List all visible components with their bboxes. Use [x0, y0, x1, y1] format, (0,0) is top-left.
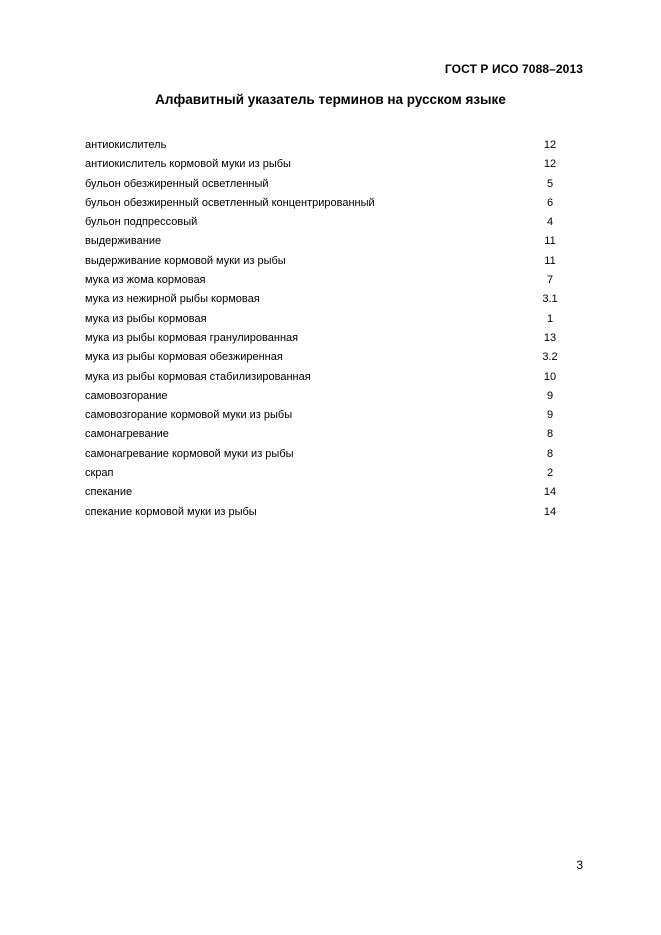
index-entry	[85, 483, 575, 502]
index-list	[85, 136, 575, 522]
index-term: самовозгорание кормовой муки из рыбы	[85, 409, 293, 422]
index-ref: 12	[543, 158, 557, 171]
index-ref: 9	[546, 389, 554, 402]
index-entry	[85, 213, 575, 232]
index-entry	[85, 252, 575, 271]
index-ref: 11	[544, 235, 556, 248]
index-ref: 10	[543, 370, 557, 383]
index-ref: 8	[546, 428, 554, 441]
index-entry	[85, 445, 575, 464]
index-term: мука из нежирной рыбы кормовая	[85, 293, 260, 306]
index-term: антиокислитель кормовой муки из рыбы	[85, 158, 291, 171]
index-entry	[85, 310, 575, 329]
index-ref: 1	[546, 312, 554, 325]
index-term: самонагревание кормовой муки из рыбы	[85, 447, 294, 460]
page-number: 3	[576, 858, 583, 872]
index-ref: 14	[543, 486, 557, 499]
index-ref: 6	[546, 196, 554, 209]
index-entry	[85, 136, 575, 155]
index-ref: 13	[543, 331, 557, 344]
index-ref: 5	[546, 177, 554, 190]
index-entry	[85, 503, 575, 522]
index-ref: 7	[546, 274, 554, 287]
index-ref: 3.2	[542, 351, 558, 364]
index-term: мука из рыбы кормовая обезжиренная	[85, 351, 283, 364]
index-term: самовозгорание	[85, 389, 168, 402]
index-term: выдерживание	[85, 235, 162, 248]
index-entry	[85, 290, 575, 309]
index-ref: 2	[546, 467, 554, 480]
index-term: антиокислитель	[85, 139, 167, 151]
index-entry	[85, 387, 575, 406]
index-entry	[85, 329, 575, 348]
index-term: бульон подпрессовый	[85, 216, 198, 229]
index-ref: 14	[543, 505, 557, 518]
index-term: самонагревание	[85, 428, 169, 441]
index-entry	[85, 464, 575, 483]
index-term: мука из рыбы кормовая гранулированная	[85, 331, 299, 344]
index-term: выдерживание кормовой муки из рыбы	[85, 254, 286, 267]
index-term: мука из рыбы кормовая стабилизированная	[85, 370, 311, 383]
index-entry	[85, 348, 575, 367]
index-ref: 11	[544, 254, 556, 267]
index-entry	[85, 406, 575, 425]
index-title: Алфавитный указатель терминов на русском языке	[155, 92, 506, 107]
index-term: мука из рыбы кормовая	[85, 312, 207, 325]
index-term: спекание кормовой муки из рыбы	[85, 505, 257, 518]
index-ref: 12	[543, 139, 557, 151]
index-entry	[85, 271, 575, 290]
index-term: бульон обезжиренный осветленный концентрированный	[85, 196, 375, 209]
index-term: скрап	[85, 467, 114, 480]
index-entry	[85, 425, 575, 444]
index-entry	[85, 155, 575, 174]
document-code: ГОСТ Р ИСО 7088–2013	[444, 62, 583, 76]
index-term: бульон обезжиренный осветленный	[85, 177, 269, 190]
index-entry	[85, 368, 575, 387]
index-ref: 9	[546, 409, 554, 422]
index-entry	[85, 194, 575, 213]
index-ref: 4	[546, 216, 554, 229]
index-term: мука из жома кормовая	[85, 274, 206, 287]
index-ref: 3.1	[542, 293, 558, 306]
index-term: спекание	[85, 486, 133, 499]
index-entry	[85, 175, 575, 194]
index-ref: 8	[546, 447, 554, 460]
index-entry	[85, 232, 575, 251]
